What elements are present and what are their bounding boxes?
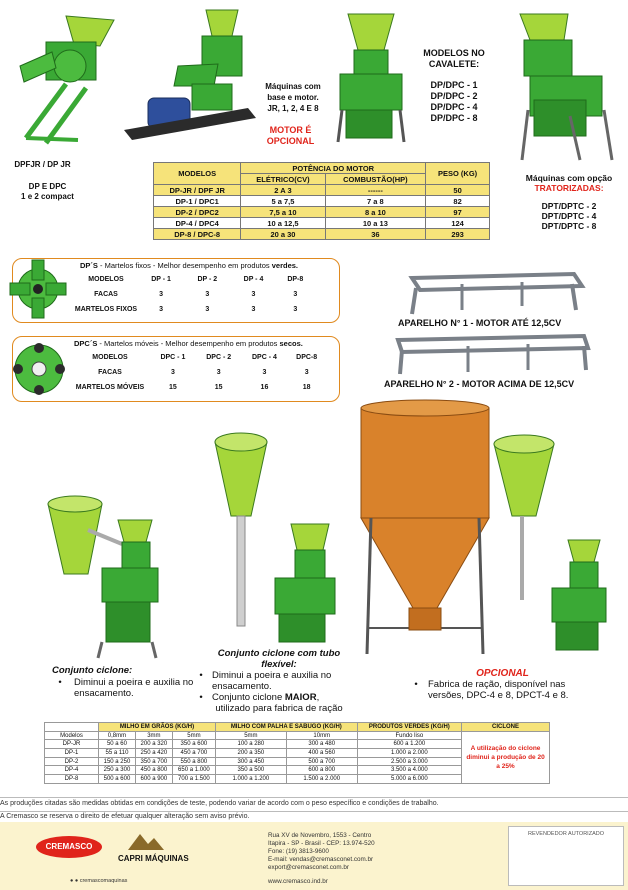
table-row: [154, 185, 490, 196]
reseller-label: REVENDEDOR AUTORIZADO: [528, 831, 604, 837]
cell: 650 a 1.000: [172, 766, 215, 775]
cell: 7,5 a 10: [241, 207, 325, 218]
conjunto-ciclone-block: [52, 665, 202, 699]
list-item: [194, 670, 364, 692]
cell: 82: [426, 196, 490, 207]
cyclone-set-image: [40, 490, 170, 660]
cell: 600 a 800: [286, 766, 357, 775]
cell: 200 a 320: [135, 740, 172, 749]
cell: 450 a 800: [135, 766, 172, 775]
dpc-caption-line1: DP E DPC: [28, 182, 67, 191]
prod-sub-header: 10mm: [286, 731, 357, 740]
website-link[interactable]: www.cremasco.ind.br: [268, 878, 328, 885]
tractor-caption: [513, 173, 625, 231]
feed-factory-silo-image: [355, 398, 495, 660]
cell: 124: [426, 218, 490, 229]
cell: DP-8: [45, 775, 99, 784]
dpc-title-bold: DPC´S: [74, 339, 98, 348]
production-table: [44, 722, 550, 784]
cavalete-title-line1: MODELOS NO: [423, 48, 485, 58]
cell: 293: [426, 229, 490, 240]
dpc-title-rest: - Martelos móveis - Melhor desempenho em produtos: [97, 339, 280, 348]
conjunto-tubo-title-line2: flexível:: [261, 659, 297, 670]
motor-col-combustao: COMBUSTÃO(HP): [325, 174, 426, 185]
bullet-icon: •: [414, 679, 418, 690]
machine-tractor-image: [510, 10, 620, 165]
capri-logo-mark: [128, 830, 164, 850]
prod-sub-header: 3mm: [135, 731, 172, 740]
cell: 300 a 480: [286, 740, 357, 749]
cell: DPC - 2: [206, 354, 232, 361]
cell: DP-4: [45, 766, 99, 775]
cavalete-model: DP/DPC - 1: [430, 80, 478, 90]
motor-optional-line1: MOTOR É: [269, 125, 312, 135]
dp-hammer-table: [74, 272, 314, 317]
cell: DP-2: [45, 757, 99, 766]
cyclone-flex-tube-image: [205, 426, 345, 646]
cell: 3: [293, 306, 298, 313]
cell: 16: [260, 384, 269, 391]
facebook-icon: ●: [70, 878, 74, 884]
cell: 100 a 280: [215, 740, 286, 749]
cyclone-silo-side-image: [482, 430, 612, 655]
cell: 3: [205, 306, 210, 313]
aparelho-1-frame-image: [392, 270, 592, 318]
cell: 3: [159, 306, 164, 313]
motor-col-modelos: MODELOS: [154, 163, 241, 185]
table-row: [154, 207, 490, 218]
prod-sub-header: 5mm: [172, 731, 215, 740]
table-row: [74, 272, 314, 287]
cell: 1.000 a 1.200: [215, 775, 286, 784]
base-caption-line3: JR, 1, 2, 4 E 8: [267, 104, 319, 113]
conjunto-tubo-block: [194, 648, 364, 714]
dpc-caption-line2: 1 e 2 compact: [21, 192, 74, 201]
motor-group-header: POTÊNCIA DO MOTOR: [241, 163, 426, 174]
cell: 15: [214, 384, 223, 391]
dpfjr-caption: [0, 160, 85, 170]
dpc-hammer-title: [74, 339, 303, 348]
cell: DPC - 4: [252, 354, 277, 361]
cell: 3: [251, 291, 256, 298]
prod-sub-header: 5mm: [215, 731, 286, 740]
cell: 600 a 1.200: [357, 740, 461, 749]
cell: DP-8: [287, 276, 304, 283]
prod-group-milho: MILHO EM GRÃOS (KG/H): [99, 723, 216, 732]
bullet-text: Diminui a poeira e auxilia no ensacamento.: [74, 677, 194, 699]
tractor-model: DPT/DPTC - 4: [541, 211, 597, 221]
cell: 350 a 500: [215, 766, 286, 775]
list-item: [194, 692, 364, 703]
table-row: [154, 229, 490, 240]
cell: DP-1: [45, 749, 99, 758]
cell: DPC-8: [296, 354, 318, 361]
cell: 350 a 600: [172, 740, 215, 749]
cavalete-model: DP/DPC - 4: [430, 102, 478, 112]
bullet-text-bold: MAIOR: [284, 692, 317, 703]
cell: 500 a 700: [286, 757, 357, 766]
dpc-caption: [0, 182, 95, 202]
cell: 250 a 300: [99, 766, 136, 775]
dpc-hammer-table: [70, 350, 326, 395]
address-line: Fone: (19) 3813-9600: [268, 848, 329, 855]
cell: DP - 2: [197, 276, 218, 283]
cell: DP-4 / DPC4: [154, 218, 241, 229]
tractor-model: DPT/DPTC - 8: [541, 221, 597, 231]
bullet-text: Diminui a poeira e auxilia no ensacamento.: [212, 670, 332, 692]
dp-title-bold: DP´S: [80, 261, 98, 270]
row-label: MARTELOS FIXOS: [74, 306, 138, 313]
cell: 10 a 13: [325, 218, 426, 229]
bullet-icon: •: [58, 677, 62, 688]
table-row: [70, 350, 326, 365]
cell: 18: [302, 384, 311, 391]
address-line[interactable]: export@cremasconet.com.br: [268, 864, 349, 871]
cell: 7 a 8: [325, 196, 426, 207]
motor-optional-line2: OPCIONAL: [266, 136, 315, 146]
bullet-text-post: ,: [316, 692, 320, 703]
cell: 3: [159, 291, 164, 298]
cell: 550 a 800: [172, 757, 215, 766]
table-row: [74, 287, 314, 302]
motor-optional-caption: [258, 125, 323, 147]
bullet-text-line2: utilizado para fabrica de ração: [215, 703, 343, 714]
row-label: FACAS: [98, 369, 122, 376]
bullet-text: Conjunto ciclone: [212, 692, 285, 703]
motor-col-peso: PESO (KG): [426, 163, 490, 185]
cell: 400 a 560: [286, 749, 357, 758]
instagram-icon: ●: [74, 878, 79, 884]
cell: 3: [262, 369, 267, 376]
cavalete-title-line2: CAVALETE:: [428, 59, 480, 69]
cell: 5.000 a 6.000: [357, 775, 461, 784]
production-note: As produções citadas são medidas obtidas em condições de teste, podendo variar de acordo com o peso específico e condições de trabalho.: [0, 797, 628, 807]
dp-title-emph: verdes.: [271, 261, 299, 270]
cell: 97: [426, 207, 490, 218]
cell: 3: [216, 369, 221, 376]
dpc-title-emph: secos.: [279, 339, 303, 348]
aparelho-2-frame-image: [388, 332, 594, 378]
cell: 200 a 350: [215, 749, 286, 758]
table-row: [45, 731, 550, 740]
cell: 50 a 60: [99, 740, 136, 749]
row-label: FACAS: [94, 291, 118, 298]
opcional-block: [410, 668, 595, 701]
capri-brand-name: CAPRI MÁQUINAS: [118, 854, 189, 863]
cell: DP-1 / DPC1: [154, 196, 241, 207]
cell: 2 A 3: [241, 185, 325, 196]
cell: DP-JR: [45, 740, 99, 749]
machine-dp-jr-image: [6, 8, 121, 158]
cell: 36: [325, 229, 426, 240]
prod-sub-header: 0,8mm: [99, 731, 136, 740]
table-row: [154, 218, 490, 229]
base-caption-line1: Máquinas com: [265, 82, 321, 91]
opcional-title: OPCIONAL: [476, 668, 529, 679]
cell: 2.500 a 3.000: [357, 757, 461, 766]
row-label: MODELOS: [92, 354, 128, 361]
tractor-caption-line1: Máquinas com opção: [525, 173, 613, 183]
row-label: MODELOS: [88, 276, 124, 283]
dpfjr-label: DPFJR / DP JR: [14, 160, 71, 169]
table-row: [70, 380, 326, 395]
ciclone-note: A utilização do ciclone diminui a produção de 20 a 25%: [462, 731, 550, 783]
aparelho-1-label: APARELHO N° 1 - MOTOR ATÉ 12,5CV: [398, 318, 562, 328]
fixed-hammer-rotor-icon: [8, 256, 70, 322]
cell: 250 a 420: [135, 749, 172, 758]
social-handle-text: cremascomaquinas: [79, 878, 128, 884]
social-handle[interactable]: [70, 878, 127, 884]
table-row: [70, 365, 326, 380]
conjunto-ciclone-title: Conjunto ciclone:: [52, 665, 133, 676]
bullet-text: Fabrica de ração, disponível nas versões, DPC-4 e 8, DPCT-4 e 8.: [428, 679, 569, 701]
address-line: Rua XV de Novembro, 1553 - Centro: [268, 832, 372, 839]
address-line[interactable]: E-mail: vendas@cremasconet.com.br: [268, 856, 374, 863]
cell: 1.000 a 2.000: [357, 749, 461, 758]
prod-group-palha: MILHO COM PALHA E SABUGO (KG/H): [215, 723, 357, 732]
cell: 3: [304, 369, 309, 376]
table-row: [74, 302, 314, 317]
prod-col-empty: [45, 723, 99, 732]
dp-hammer-title: [80, 261, 298, 270]
prod-sub-header: Modelos: [45, 731, 99, 740]
cell: 10 a 12,5: [241, 218, 325, 229]
motor-col-eletrico: ELÉTRICO(CV): [241, 174, 325, 185]
cell: 5 a 7,5: [241, 196, 325, 207]
bullet-icon: •: [199, 692, 203, 703]
cell: 600 a 900: [135, 775, 172, 784]
base-motor-caption: [253, 81, 333, 114]
cell: 3.500 a 4.000: [357, 766, 461, 775]
cell: 3: [170, 369, 175, 376]
cell: 15: [168, 384, 177, 391]
cell: DP-8 / DPC-8: [154, 229, 241, 240]
cell: 50: [426, 185, 490, 196]
motor-power-table: [153, 162, 490, 240]
cavalete-model: DP/DPC - 8: [430, 113, 478, 123]
cell: DP - 4: [243, 276, 264, 283]
cell: 300 a 450: [215, 757, 286, 766]
cell: DP - 1: [151, 276, 171, 283]
cell: DP-JR / DPF JR: [154, 185, 241, 196]
cell: 55 a 110: [99, 749, 136, 758]
rights-note: A Cremasco se reserva o direito de efetuar qualquer alteração sem aviso prévio.: [0, 811, 628, 820]
cell: 1.500 a 2.000: [286, 775, 357, 784]
cell: DP-2 / DPC2: [154, 207, 241, 218]
cavalete-caption: [410, 48, 498, 124]
list-item: [52, 677, 202, 699]
row-label: MARTELOS MÓVEIS: [75, 384, 145, 391]
capri-mountain-icon: [128, 830, 164, 850]
cell: 700 a 1.500: [172, 775, 215, 784]
cell: ------: [325, 185, 426, 196]
cell: DPC - 1: [160, 354, 186, 361]
conjunto-tubo-title-line1: Conjunto ciclone com tubo: [217, 648, 341, 659]
machine-cavalete-image: [330, 10, 415, 145]
cell: 3: [293, 291, 298, 298]
cell: 8 a 10: [325, 207, 426, 218]
prod-group-ciclone: CICLONE: [462, 723, 550, 732]
prod-sub-header: Fundo liso: [357, 731, 461, 740]
tractor-caption-line2: TRATORIZADAS:: [534, 183, 604, 193]
cavalete-model: DP/DPC - 2: [430, 91, 478, 101]
table-row: [154, 196, 490, 207]
cell: 3: [251, 306, 256, 313]
list-item: [410, 679, 595, 701]
prod-group-verdes: PRODUTOS VERDES (KG/H): [357, 723, 461, 732]
cell: 20 a 30: [241, 229, 325, 240]
dp-title-rest: - Martelos fixos - Melhor desempenho em produtos: [97, 261, 272, 270]
cell: 150 a 250: [99, 757, 136, 766]
cell: 450 a 700: [172, 749, 215, 758]
reseller-box: [508, 826, 624, 886]
machine-base-motor-image: [118, 6, 258, 141]
base-caption-line2: base e motor.: [267, 93, 319, 102]
cell: 500 a 600: [99, 775, 136, 784]
aparelho-2-label: APARELHO N° 2 - MOTOR ACIMA DE 12,5CV: [384, 379, 575, 389]
tractor-model: DPT/DPTC - 2: [541, 201, 597, 211]
cell: 3: [205, 291, 210, 298]
cell: 350 a 700: [135, 757, 172, 766]
movable-hammer-rotor-icon: [8, 336, 70, 402]
address-line: Itapira - SP - Brasil - CEP: 13.974-520: [268, 840, 375, 847]
cremasco-logo: CREMASCO: [36, 836, 102, 858]
bullet-icon: •: [199, 670, 203, 681]
address-block: [268, 832, 438, 872]
